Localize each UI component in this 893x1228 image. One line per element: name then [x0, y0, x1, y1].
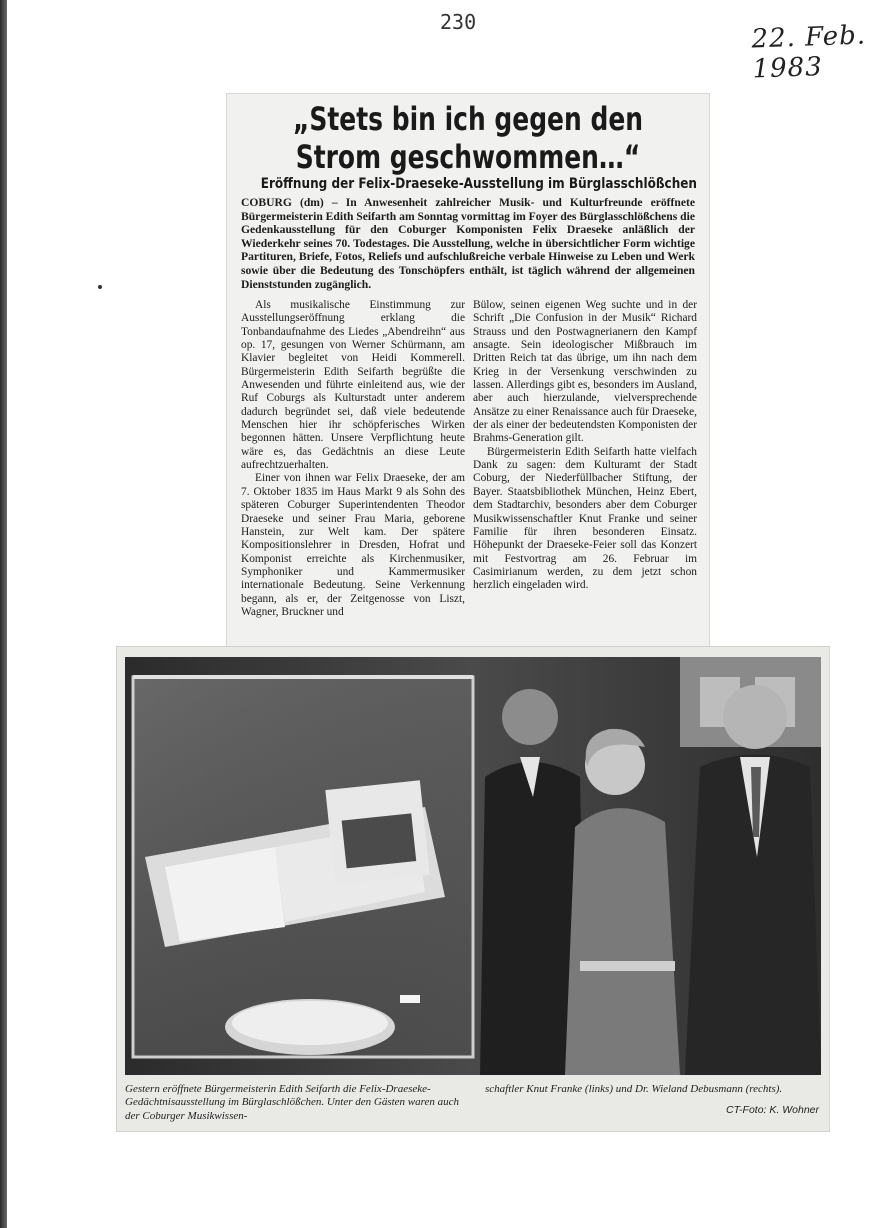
- caption-right: schaftler Knut Franke (links) und Dr. Wieland Debusmann (rechts).: [485, 1083, 783, 1095]
- page-number: 230: [440, 10, 477, 34]
- photo-clipping: [117, 647, 829, 1131]
- newspaper-clipping: [227, 94, 709, 646]
- photo-illustration: [125, 657, 821, 1075]
- lead-paragraph: COBURG (dm) – In Anwesenheit zahlreicher Musik- und Kulturfreunde eröffnete Bürgermeisterin Edith Seifarth am Sonntag vormittag im Foyer des Bürglasschlößchens die Gedenkausstellung für den Coburger Komponisten Felix Draeseke anläßlich der Wiederkehr seines 70. Todestages. Die Ausstellung, welche in übersichtlicher Form wichtige Partituren, Briefe, Fotos, Reliefs und aufschlußreiche verbale Hinweise zu Leben und Werk sowie über die Bedeutung des Tonschöpfers enthält, ist täglich während der allgemeinen Dienststunden zugänglich.: [241, 196, 695, 291]
- photo-credit: CT-Foto: K. Wohner: [726, 1104, 819, 1116]
- display-case: [133, 677, 473, 1057]
- headline-line-2: Strom geschwommen…“: [295, 138, 641, 176]
- handwritten-date: 22. Feb. 1983: [750, 20, 867, 85]
- headline-line-1: „Stets bin ich gegen den: [292, 100, 644, 138]
- headline: [280, 100, 656, 176]
- column-right: [473, 299, 697, 619]
- binder-edge: [0, 0, 7, 1228]
- subheadline: Eröffnung der Felix-Draeseke-Ausstellung im Bürglasschlößchen: [260, 176, 698, 192]
- paragraph: Einer von ihnen war Felix Draeseke, der am 7. Oktober 1835 im Haus Markt 9 als Sohn des späteren Coburger Superintendenten Theodor Draeseke und seiner Frau Maria, geborene Hanstein, zur Welt kam. Der spätere Kompositionslehrer in Dresden, Hofrat und Komponist erreichte als Kirchenmusiker, Symphoniker und Kammermusiker internationale Bedeutung. Seine Verkennung begann, als er, der Zeitgenosse von Liszt, Wagner, Bruckner und: [241, 472, 465, 618]
- paragraph: Bürgermeisterin Edith Seifarth hatte vielfach Dank zu sagen: dem Kulturamt der Stadt Coburg, der Niederfüllbacher Stiftung, der Bayer. Staatsbibliothek München, Heinz Ebert, dem Stadtarchiv, besonders aber dem Coburger Musikwissenschaftler Knut Franke und seiner Familie für ihren besonderen Einsatz. Höhepunkt der Draeseke-Feier soll das Konzert mit Festvortrag am 26. Februar im Casimirianum werden, zu dem jetzt schon herzlich eingeladen wird.: [473, 445, 697, 592]
- paragraph: Bülow, seinen eigenen Weg suchte und in der Schrift „Die Confusion in der Musik“ Richard Strauss und den Postwagnerianern den Kampf ansagte. Sein ideologischer Mißbrauch im Dritten Reich tat das übrige, um ihn nach dem Krieg in der Versenkung verschwinden zu lassen. Allerdings gibt es, besonders im Ausland, aber auch hierzulande, vielversprechende Ansätze zu einer Renaissance auch für Draeseke, der als einer der bedeutendsten Komponisten der Brahms-Generation gilt.: [473, 299, 697, 445]
- caption-left: Gestern eröffnete Bürgermeisterin Edith Seifarth die Felix-Draeseke-Gedächtnisausstellung im Bürglaschlößchen. Unter den Gästen waren auch der Coburger Musikwissen-: [125, 1083, 460, 1122]
- exhibition-photo: [125, 657, 821, 1075]
- article-columns: [241, 299, 697, 619]
- margin-dot: [98, 285, 102, 289]
- paragraph: Als musikalische Einstimmung zur Ausstellungseröffnung erklang die Tonbandaufnahme des Liedes „Abendreihn“ aus op. 17, gesungen von Werner Schürmann, am Klavier begleitet von Heidi Kommerell. Bürgermeisterin Edith Seifarth begrüßte die Anwesenden und führte einleitend aus, wie der Ruf Coburgs als Kulturstadt unter anderem dadurch begründet sei, daß viele bedeutende Menschen hier ihr schöpferisches Wirken begonnen hätten. Unsere Verpflichtung heute wäre es, das Gedächtnis an diese Leute aufrechtzuerhalten.: [241, 299, 465, 472]
- column-left: [241, 299, 465, 619]
